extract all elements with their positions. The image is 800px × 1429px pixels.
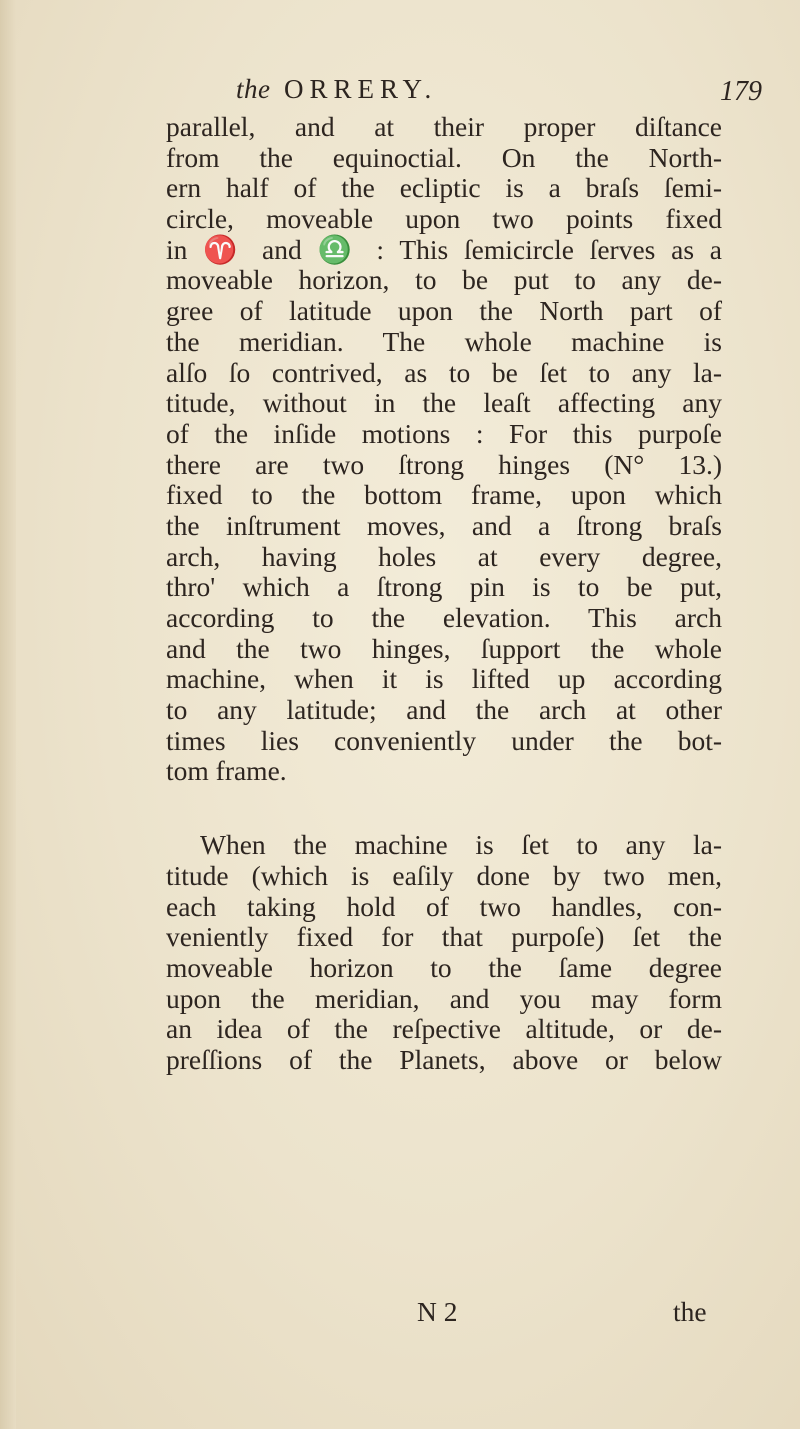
running-head-title: ORRERY. (284, 74, 438, 104)
text-line: an idea of the reſpective altitude, or de- (166, 1013, 722, 1045)
page-number: 179 (720, 76, 762, 107)
text-line: there are two ſtrong hinges (N° 13.) (166, 448, 722, 480)
paragraph-gap (166, 787, 722, 830)
text-line: to any latitude; and the arch at other (166, 694, 722, 726)
text-line: in ♈ and ♎ : This ſemicircle ſerves as a (166, 233, 722, 265)
text-line: gree of latitude upon the North part of (166, 295, 722, 327)
text-line: parallel, and at their proper diſtance (166, 111, 722, 142)
text-line: and the two hinges, ſupport the whole (166, 632, 722, 664)
paragraph-1 (166, 112, 722, 787)
text-line: moveable horizon to the ſame degree (166, 951, 722, 983)
text-line: alſo ſo contrived, as to be ſet to any la- (166, 356, 722, 388)
running-head-article: the (236, 74, 271, 104)
text-line: tom frame. (166, 755, 287, 787)
catchword: the (673, 1296, 707, 1327)
text-line: upon the meridian, and you may form (166, 982, 722, 1014)
running-head (0, 74, 800, 114)
text-line: the meridian. The whole machine is (166, 325, 722, 357)
text-line: ern half of the ecliptic is a braſs ſemi- (166, 172, 722, 204)
text-line: times lies conveniently under the bot- (166, 724, 722, 756)
text-line: each taking hold of two handles, con- (166, 890, 722, 922)
text-line: of the inſide motions : For this purpoſe (166, 417, 722, 449)
text-line: circle, moveable upon two points fixed (166, 203, 722, 235)
text-line: titude (which is eaſily done by two men, (166, 859, 722, 891)
text-line: When the machine is ſet to any la- (200, 829, 722, 861)
text-line: thro' which a ſtrong pin is to be put, (166, 571, 722, 603)
text-line: moveable horizon, to be put to any de- (166, 264, 722, 296)
text-line: the inſtrument moves, and a ſtrong braſs (166, 509, 722, 541)
paragraph-2 (166, 830, 722, 1076)
text-line: arch, having holes at every degree, (166, 540, 722, 572)
text-line: according to the elevation. This arch (166, 602, 722, 633)
text-line: preſſions of the Planets, above or below (166, 1043, 722, 1075)
text-line: veniently fixed for that purpoſe) ſet the (166, 921, 722, 953)
text-line: titude, without in the leaſt affecting any (166, 387, 722, 419)
page-gutter (0, 0, 16, 1429)
text-line: fixed to the bottom frame, upon which (166, 479, 722, 511)
signature-mark: N 2 (417, 1296, 458, 1327)
text-line: machine, when it is lifted up according (166, 663, 722, 695)
body-text (166, 112, 722, 1076)
page-footer (0, 1296, 800, 1332)
text-line: from the equinoctial. On the North- (166, 141, 722, 173)
